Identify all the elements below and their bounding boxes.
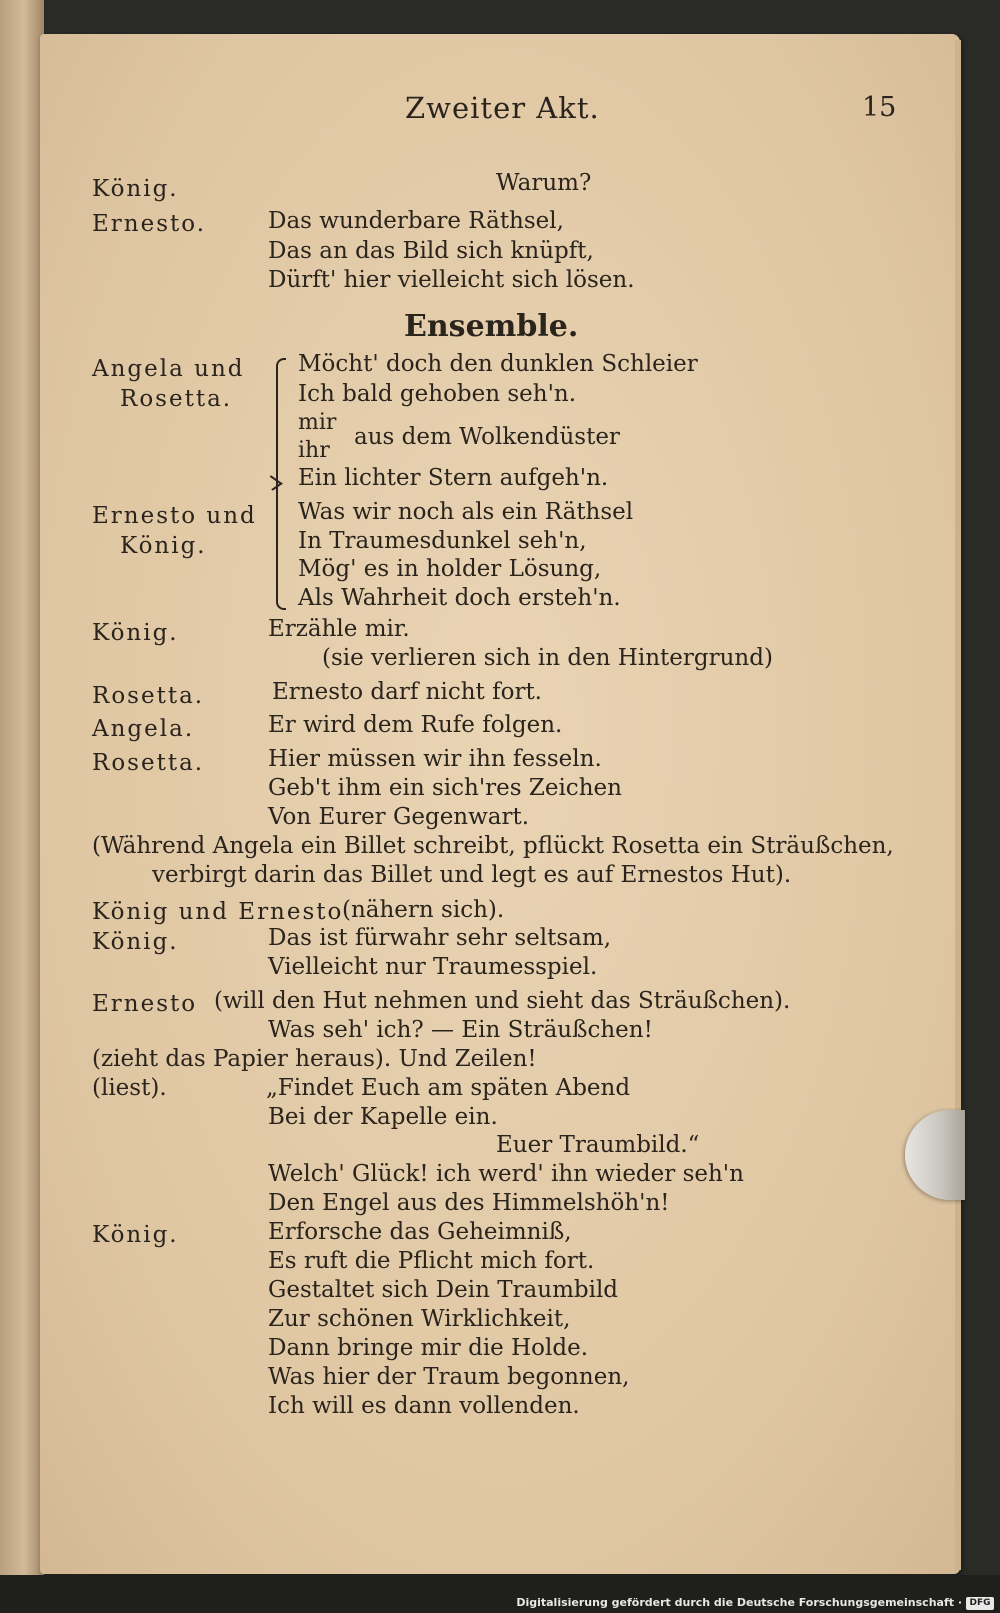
page-edge — [955, 40, 961, 1570]
verse-line: Zur schönen Wirklichkeit, — [268, 1306, 571, 1332]
page-number: 15 — [862, 92, 897, 123]
verse-line: Das an das Bild sich knüpft, — [268, 238, 594, 264]
stage-direction: (nähern sich). — [342, 897, 505, 923]
speaker-label: Angela und — [92, 356, 245, 382]
verse-line: Ich bald gehoben seh'n. — [298, 381, 577, 407]
verse-line: Welch' Glück! ich werd' ihn wieder seh'n — [268, 1161, 744, 1187]
footer-bar — [0, 1575, 1000, 1613]
verse-line: Bei der Kapelle ein. — [268, 1104, 498, 1130]
verse-line: Was seh' ich? — Ein Sträußchen! — [268, 1017, 653, 1043]
verse-line: Warum? — [496, 170, 592, 196]
speaker-label: Ernesto. — [92, 211, 207, 237]
verse-line: aus dem Wolkendüster — [354, 424, 620, 450]
stage-direction: (will den Hut nehmen und sieht das Sträußchen). — [214, 988, 791, 1014]
verse-line: Das wunderbare Räthsel, — [268, 208, 564, 234]
verse-line: Ernesto darf nicht fort. — [272, 679, 542, 705]
speaker-label: Ernesto und — [92, 503, 257, 529]
speaker-label: Rosetta. — [92, 750, 205, 776]
verse-line: Hier müssen wir ihn fesseln. — [268, 746, 602, 772]
stage-direction: (sie verlieren sich in den Hintergrund) — [322, 645, 773, 671]
verse-line: Dürft' hier vielleicht sich lösen. — [268, 267, 635, 293]
verse-line: Es ruft die Pflicht mich fort. — [268, 1248, 595, 1274]
running-header: Zweiter Akt. — [405, 91, 600, 125]
speaker-label: Rosetta. — [120, 386, 233, 412]
speaker-label: Angela. — [92, 716, 195, 742]
verse-line: Von Eurer Gegenwart. — [268, 804, 530, 830]
verse-line: Er wird dem Rufe folgen. — [268, 712, 563, 738]
speaker-label: König. — [120, 533, 207, 559]
verse-line: Vielleicht nur Traumesspiel. — [268, 954, 598, 980]
verse-line: In Traumesdunkel seh'n, — [298, 528, 587, 554]
verse-line: Als Wahrheit doch ersteh'n. — [298, 585, 621, 611]
verse-line: Was hier der Traum begonnen, — [268, 1364, 630, 1390]
stage-direction: (Während Angela ein Billet schreibt, pflückt Rosetta ein Sträußchen, — [92, 833, 894, 859]
verse-line: Dann bringe mir die Holde. — [268, 1335, 589, 1361]
verse-line: (zieht das Papier heraus). Und Zeilen! — [92, 1046, 537, 1072]
verse-line: Geb't ihm ein sich'res Zeichen — [268, 775, 622, 801]
speaker-label: Ernesto — [92, 991, 198, 1017]
verse-line: Das ist fürwahr sehr seltsam, — [268, 925, 612, 951]
verse-line: „Findet Euch am späten Abend — [266, 1075, 631, 1101]
verse-line: Ein lichter Stern aufgeh'n. — [298, 465, 609, 491]
speaker-label: König. — [92, 1222, 179, 1248]
verse-line: Was wir noch als ein Räthsel — [298, 499, 634, 525]
book-spine — [0, 0, 44, 1575]
verse-line: Gestaltet sich Dein Traumbild — [268, 1277, 619, 1303]
verse-word: mir — [298, 410, 337, 435]
verse-line: Euer Traumbild.“ — [496, 1132, 700, 1158]
verse-line: Möcht' doch den dunklen Schleier — [298, 351, 698, 377]
stage-direction: (liest). — [92, 1075, 167, 1101]
stage-direction: verbirgt darin das Billet und legt es auf Ernestos Hut). — [152, 862, 792, 888]
verse-line: Ich will es dann vollenden. — [268, 1393, 580, 1419]
digitization-credit: Digitalisierung gefördert durch die Deutsche Forschungsgemeinschaft · — [516, 1596, 962, 1609]
verse-line: Mög' es in holder Lösung, — [298, 556, 602, 582]
dfg-logo: DFG — [966, 1597, 994, 1610]
verse-line: Erforsche das Geheimniß, — [268, 1219, 572, 1245]
section-heading: Ensemble. — [404, 309, 579, 344]
speaker-label: König. — [92, 929, 179, 955]
speaker-label: Rosetta. — [92, 683, 205, 709]
speaker-label: König. — [92, 620, 179, 646]
verse-word: ihr — [298, 438, 330, 463]
verse-line: Den Engel aus des Himmelshöh'n! — [268, 1190, 670, 1216]
verse-line: Erzähle mir. — [268, 616, 410, 642]
speaker-label: König. — [92, 176, 179, 202]
speaker-label: König und Ernesto — [92, 899, 344, 925]
